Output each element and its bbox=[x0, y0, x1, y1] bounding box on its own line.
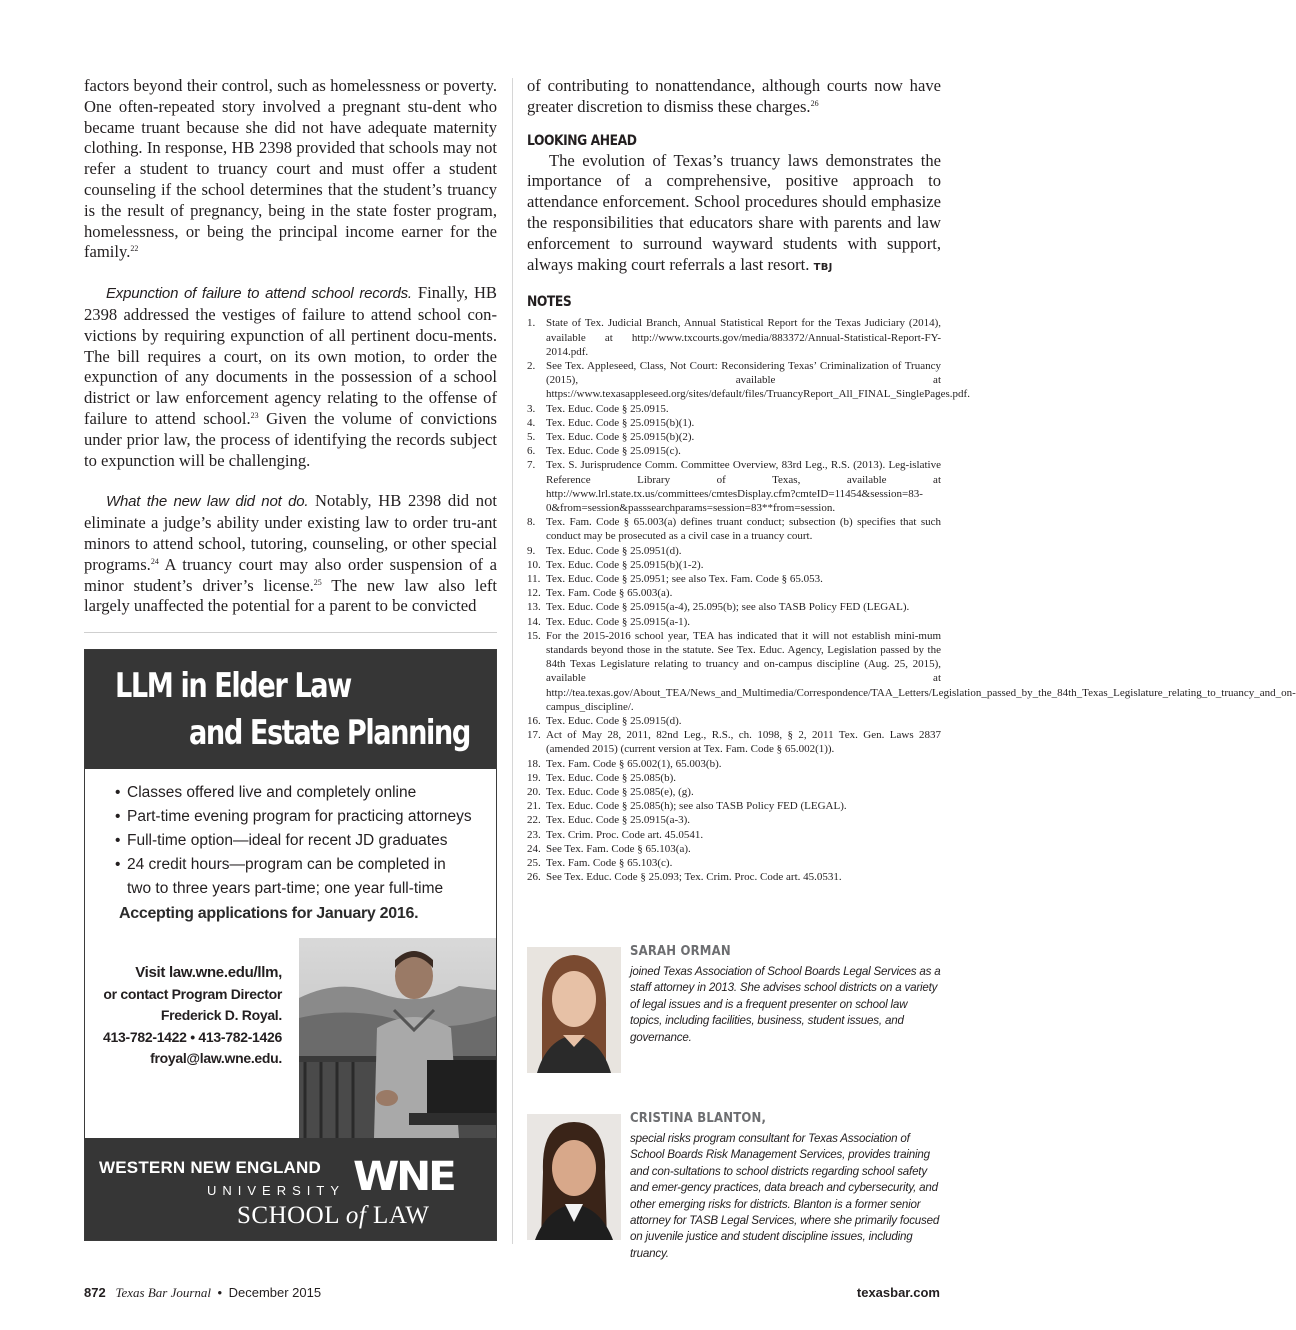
note-text: Tex. Crim. Proc. Code art. 45.0541. bbox=[546, 828, 704, 841]
column-divider-horizontal bbox=[84, 632, 497, 633]
note-text: Tex. Educ. Code § 25.0915(a-1). bbox=[546, 615, 691, 628]
note-number: 15. bbox=[527, 629, 541, 642]
note-item bbox=[527, 615, 941, 629]
ad-bullet: • Full-time option—ideal for recent JD graduates bbox=[115, 829, 485, 853]
runin-heading-expunction: Expunction of failure to attend school records. bbox=[106, 285, 412, 303]
school-of-law: SCHOOL of LAW bbox=[237, 1202, 430, 1229]
journal-name: Texas Bar Journal bbox=[115, 1285, 212, 1300]
bio-photo-sarah-orman bbox=[527, 947, 621, 1073]
note-number: 24. bbox=[527, 842, 541, 855]
note-number: 22. bbox=[527, 814, 541, 827]
man-with-laptop-image bbox=[299, 938, 496, 1138]
ad-contact-email[interactable]: froyal@law.wne.edu. bbox=[150, 1050, 282, 1066]
note-text: Tex. Educ. Code § 25.0915(a-3). bbox=[546, 814, 691, 827]
footnote-ref[interactable]: 22 bbox=[130, 244, 139, 254]
note-item bbox=[527, 359, 970, 402]
note-item bbox=[527, 813, 941, 827]
note-item bbox=[527, 515, 941, 543]
note-number: 21. bbox=[527, 800, 541, 813]
note-text: Tex. Educ. Code § 25.0951(d). bbox=[546, 544, 682, 557]
note-item bbox=[527, 799, 941, 813]
note-item bbox=[527, 586, 941, 600]
bio-photo-cristina-blanton bbox=[527, 1114, 621, 1240]
note-item bbox=[527, 757, 941, 771]
ad-bullet: • Part-time evening program for practicing attorneys bbox=[115, 805, 485, 829]
note-item bbox=[527, 544, 941, 558]
ad-contact-line: or contact Program Director bbox=[103, 985, 282, 1002]
note-text: Tex. Educ. Code § 25.0951; see also Tex. Fam. Code § 65.053. bbox=[546, 573, 823, 586]
note-text: Tex. Educ. Code § 25.0915(c). bbox=[546, 445, 681, 458]
right-column bbox=[527, 76, 1296, 885]
note-item bbox=[527, 856, 941, 870]
note-number: 25. bbox=[527, 857, 541, 870]
paragraph-looking-ahead: The evolution of Texas’s truancy laws demonstrates the importance of a comprehensive, positive approach to attendance enforcement. School procedures should emphasize the responsibilities that educators share with parents and law enforcement to surround wayward students with support, always making court referrals a last resort. TBJ bbox=[527, 150, 941, 274]
ad-website-link[interactable]: Visit law.wne.edu/llm, bbox=[135, 964, 282, 981]
issue-date: December 2015 bbox=[228, 1285, 322, 1300]
llm-advertisement[interactable] bbox=[84, 649, 497, 1241]
note-number: 5. bbox=[527, 431, 536, 443]
note-text: Tex. Educ. Code § 25.0915(a-4), 25.095(b); see also TASB Policy FED (LEGAL). bbox=[546, 601, 910, 614]
note-number: 18. bbox=[527, 757, 541, 770]
note-number: 9. bbox=[527, 544, 536, 557]
note-item bbox=[527, 430, 941, 444]
footnote-ref[interactable]: 24 bbox=[150, 556, 159, 566]
ad-bullet: • Classes offered live and completely online bbox=[115, 781, 485, 805]
note-item bbox=[527, 870, 941, 884]
ad-header bbox=[85, 650, 496, 769]
note-text: Tex. Fam. Code § 65.003(a) defines truant conduct; subsection (b) specifies that such conduct may be prosecuted as a civil case in a truancy court. bbox=[546, 516, 941, 543]
footnote-ref[interactable]: 23 bbox=[250, 410, 259, 420]
note-text: Tex. Fam. Code § 65.103(c). bbox=[546, 857, 673, 870]
note-text: Tex. S. Jurisprudence Comm. Committee Overview, 83rd Leg., R.S. (2013). Leg-islative Reference Library of Texas, available at http://www.lrl.state.tx.us/committees/cmtesDisplay.cfm?cmteID=11454&session=83-0&from=session&passsearchparams=session=83**from=session. bbox=[546, 459, 941, 515]
note-text: Tex. Educ. Code § 25.0915(b)(1). bbox=[546, 416, 695, 429]
bio-name: CRISTINA BLANTON, bbox=[630, 1111, 767, 1126]
ad-title-line2: and Estate Planning bbox=[189, 713, 470, 753]
note-item bbox=[527, 444, 941, 458]
note-text: Tex. Educ. Code § 25.0915. bbox=[546, 402, 669, 415]
note-number: 7. bbox=[527, 459, 536, 472]
note-text: See Tex. Fam. Code § 65.103(a). bbox=[546, 842, 691, 855]
note-text: Tex. Educ. Code § 25.085(b). bbox=[546, 771, 676, 784]
note-number: 20. bbox=[527, 786, 541, 799]
note-number: 2. bbox=[527, 359, 536, 372]
note-item bbox=[527, 458, 941, 515]
ad-title-line1: LLM in Elder Law bbox=[115, 666, 351, 706]
note-text: Tex. Fam. Code § 65.003(a). bbox=[546, 587, 673, 600]
note-number: 1. bbox=[527, 317, 536, 330]
note-number: 13. bbox=[527, 601, 541, 614]
paragraph-homelessness: factors beyond their control, such as homelessness or poverty. One often-repeated story involved a pregnant stu-dent who became truant because she did not have adequate maternity clothing. In response, HB 2398 provided that schools may not refer a student to truancy court and must offer a student counseling if the school determines that the student’s truancy is the result of pregnancy, being in the state foster program, homelessness, or being the principal income earner for the family.$^{22}$ bbox=[84, 76, 497, 262]
note-number: 17. bbox=[527, 729, 541, 742]
note-text: Tex. Educ. Code § 25.0915(b)(2). bbox=[546, 431, 695, 443]
ad-school-banner bbox=[85, 1138, 496, 1240]
footer-left bbox=[84, 1285, 321, 1301]
ad-contact-name: Frederick D. Royal. bbox=[160, 1007, 282, 1023]
note-item bbox=[527, 572, 941, 586]
note-item bbox=[527, 600, 941, 614]
footnote-ref[interactable]: 25 bbox=[313, 577, 322, 587]
heading-notes: NOTES bbox=[527, 294, 572, 311]
paragraph-new-law: What the new law did not do. Notably, HB 2398 did not eliminate a judge’s ability under existing law to order tru-ant minors to attend school, tutoring, counseling, or other special programs.$^{24}$ A truancy court may also order suspension of a minor student’s driver’s license.$^{25}$ The new law also left largely unaffected the potential for a parent to be convicted bbox=[84, 491, 498, 616]
left-column bbox=[84, 76, 497, 617]
footer-bullet: • bbox=[217, 1285, 223, 1300]
note-item bbox=[527, 316, 941, 359]
bio-name: SARAH ORMAN bbox=[630, 944, 731, 959]
note-number: 6. bbox=[527, 445, 536, 458]
notes-list bbox=[527, 316, 1296, 884]
note-number: 11. bbox=[527, 573, 541, 586]
note-number: 12. bbox=[527, 587, 541, 600]
note-number: 26. bbox=[527, 871, 541, 884]
note-item bbox=[527, 402, 941, 416]
note-number: 19. bbox=[527, 771, 541, 784]
school-name: WESTERN NEW ENGLAND bbox=[99, 1158, 321, 1177]
bio-description: joined Texas Association of School Boards Legal Services as a staff attorney in 2013. She advises school districts on a variety of legal issues and is a frequent presenter on school law topics, including facilities, business, student issues, and governance. bbox=[630, 965, 941, 1044]
note-number: 8. bbox=[527, 516, 536, 529]
school-university: UNIVERSITY bbox=[207, 1183, 346, 1198]
note-number: 14. bbox=[527, 615, 541, 628]
bio-description: special risks program consultant for Texas Association of School Boards Risk Management Services, provides training and con-sultations to school districts regarding school safety and emer-gency practices, data breach and cybersecurity, and other emerging risks for districts. Blanton is a former senior attorney for TASB Legal Services, where she primarily focused on juvenile justice and student discipline issues, including truancy. bbox=[630, 1132, 940, 1260]
note-item bbox=[527, 785, 941, 799]
note-text: Act of May 28, 2011, 82nd Leg., R.S., ch. 1098, § 2, 2011 Tex. Gen. Laws 2837 (amended 2015) (current version at Tex. Fam. Code § 65.002(1)). bbox=[546, 729, 941, 756]
note-number: 23. bbox=[527, 828, 541, 841]
note-text: Tex. Fam. Code § 65.002(1), 65.003(b). bbox=[546, 757, 722, 770]
note-item bbox=[527, 714, 941, 728]
ad-contact-phone[interactable]: 413-782-1422 • 413-782-1426 bbox=[103, 1028, 282, 1045]
wne-logo: WNE bbox=[353, 1154, 454, 1200]
note-item bbox=[527, 828, 941, 842]
tbj-end-mark: TBJ bbox=[813, 261, 833, 273]
ad-bullet: • 24 credit hours—program can be completed in two to three years part-time; one year full-time bbox=[115, 853, 485, 901]
note-text: Tex. Educ. Code § 25.0915(d). bbox=[546, 715, 682, 728]
note-text: State of Tex. Judicial Branch, Annual Statistical Report for the Texas Judiciary (2014), available at http://www.txcourts.gov/media/883372/Annual-Statistical-Report-FY-2014.pdf. bbox=[546, 317, 941, 358]
heading-looking-ahead: LOOKING AHEAD bbox=[527, 132, 637, 149]
ad-photo-man-laptop bbox=[299, 938, 496, 1138]
note-item bbox=[527, 416, 941, 430]
note-text: See Tex. Educ. Code § 25.093; Tex. Crim. Proc. Code art. 45.0531. bbox=[546, 871, 842, 884]
paragraph-nonattendance: of contributing to nonattendance, although courts now have greater discretion to dismiss these charges.$^{26}$ bbox=[527, 76, 941, 116]
note-item bbox=[527, 842, 941, 856]
note-number: 16. bbox=[527, 715, 541, 728]
note-text: Tex. Educ. Code § 25.085(h); see also TASB Policy FED (LEGAL). bbox=[546, 800, 847, 813]
note-text: Tex. Educ. Code § 25.0915(b)(1-2). bbox=[546, 558, 704, 571]
note-text: For the 2015-2016 school year, TEA has indicated that it will not establish mini-mum standards beyond those in the statute. See Tex. Educ. Agency, Legislation passed by the 84th Texas Legislature relating to truancy and on-campus discipline (Aug. 25, 2015), available at http://tea.texas.gov/About_TEA/News_and_Multimedia/Correspondence/TAA_Letters/Legislation_passed_by_the_84th_Texas_Legislature_relating_to_truancy_and_on-campus_discipline/. bbox=[546, 629, 1296, 713]
portrait-image bbox=[527, 947, 621, 1073]
note-text: Tex. Educ. Code § 25.085(e), (g). bbox=[546, 786, 694, 799]
page-number: 872 bbox=[84, 1285, 106, 1300]
note-item bbox=[527, 728, 941, 756]
note-number: 10. bbox=[527, 558, 541, 571]
column-divider-vertical bbox=[512, 78, 513, 1244]
portrait-image bbox=[527, 1114, 621, 1240]
note-number: 3. bbox=[527, 402, 536, 415]
note-text: See Tex. Appleseed, Class, Not Court: Reconsidering Texas’ Criminalization of Truancy (2015), available at https://www.texasappleseed.org/sites/default/files/TruancyReport_All_FINAL_SinglePages.pdf. bbox=[546, 359, 970, 401]
note-item bbox=[527, 629, 1296, 714]
note-number: 4. bbox=[527, 416, 536, 429]
ad-bullet-list bbox=[115, 781, 485, 901]
runin-heading-new-law: What the new law did not do. bbox=[106, 493, 309, 511]
footer-site-link[interactable]: texasbar.com bbox=[856, 1285, 940, 1300]
ad-contact-block bbox=[103, 962, 282, 1070]
note-item bbox=[527, 558, 941, 572]
note-item bbox=[527, 771, 941, 785]
paragraph-expunction: Expunction of failure to attend school records. Finally, HB 2398 addressed the vestiges of failure to attend school con-victions by requiring expunction of all pertinent docu-ments. The bill requires a court, on its own motion, to order the expunction of any documents in the possession of a school district or law enforcement agency relating to the offense of failure to attend school.$^{23}$ Given the volume of convictions under prior law, the process of identifying the records subject to expunction will be challenging. bbox=[84, 283, 497, 470]
ad-accepting-applications: Accepting applications for January 2016. bbox=[119, 905, 419, 922]
footnote-ref[interactable]: 26 bbox=[810, 98, 819, 108]
